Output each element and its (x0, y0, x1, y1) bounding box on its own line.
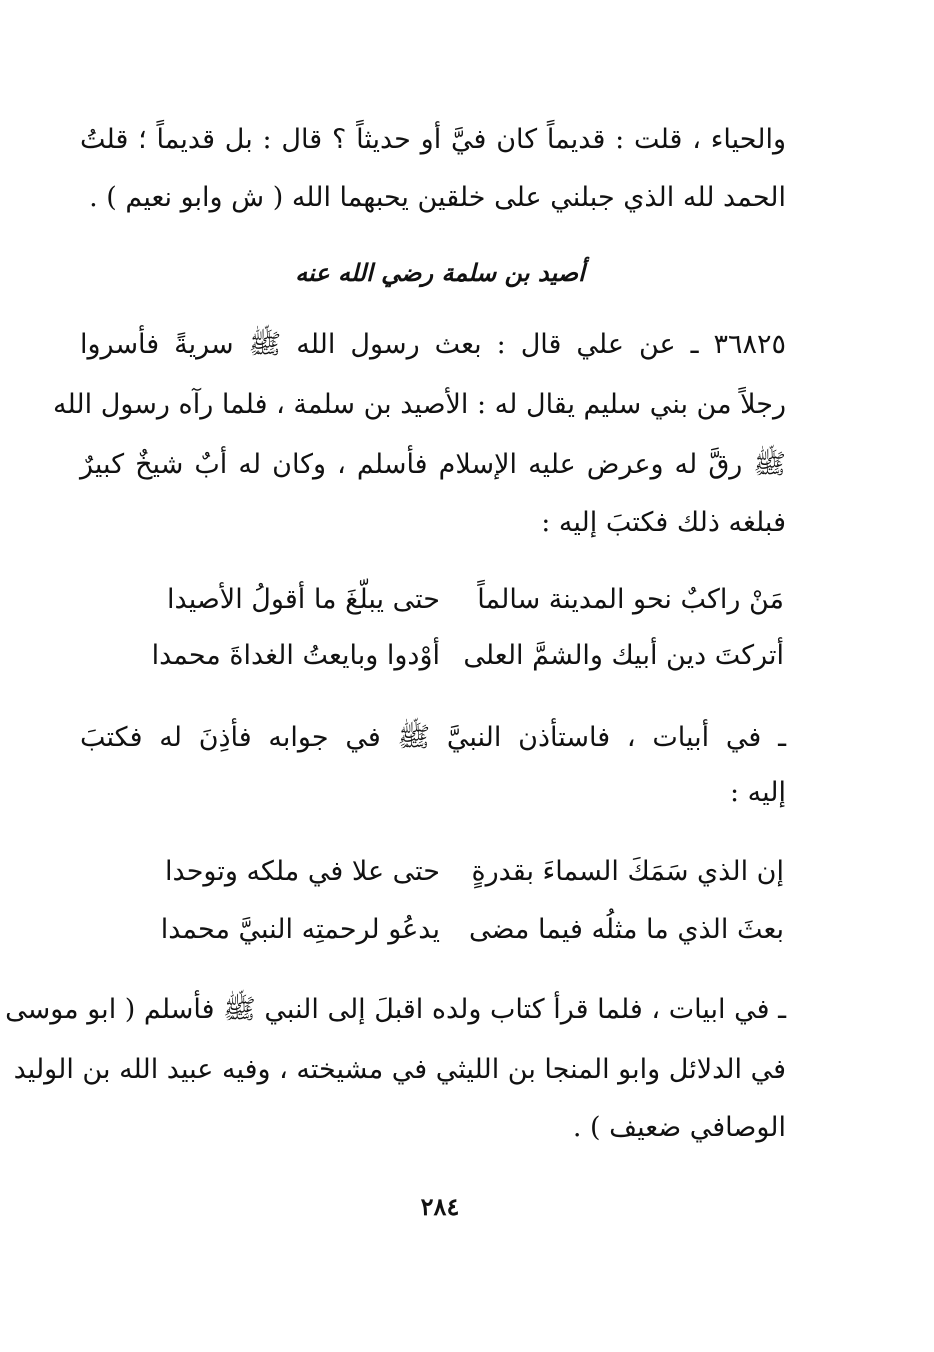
text-line-8: إليه : (729, 777, 786, 808)
text-line-1: والحياء ، قلت : قديماً كان فيَّ أو حديثاً ؟ قال : بل قديماً ؛ قلتُ (80, 124, 786, 155)
text-line-3: ٣٦٨٢٥ ـ عن علي قال : بعث رسول الله ﷺ سريةً فأسروا (80, 329, 786, 360)
verse-1-left: حتى يبلّغَ ما أقولُ الأصيدا (167, 584, 440, 615)
text-line-9: ـ في ابيات ، فلما قرأ كتاب ولده اقبلَ إلى النبي ﷺ فأسلم ( ابو موسى (5, 994, 786, 1025)
verse-4-right: بعثَ الذي ما مثلُه فيما مضى (469, 914, 784, 945)
verse-2-right: أتركتَ دين أبيك والشمَّ العلى (463, 640, 784, 671)
page-number: ٢٨٤ (420, 1192, 460, 1221)
text-line-2: الحمد لله الذي جبلني على خلقين يحبهما الله ( ش وابو نعيم ) . (89, 182, 786, 213)
verse-4-left: يدعُو لرحمتِه النبيَّ محمدا (160, 914, 440, 945)
text-line-11: الوصافي ضعيف ) . (572, 1112, 786, 1143)
text-line-10: في الدلائل وابو المنجا بن الليثي في مشيخته ، وفيه عبيد الله بن الوليد (13, 1054, 786, 1085)
text-line-7: ـ في أبيات ، فاستأذن النبيَّ ﷺ في جوابه فأذِنَ له فكتبَ (80, 722, 786, 753)
verse-1-right: مَنْ راكبٌ نحو المدينة سالماً (477, 584, 784, 615)
text-line-4: رجلاً من بني سليم يقال له : الأصيد بن سلمة ، فلما رآه رسول الله (53, 389, 786, 420)
verse-3-left: حتى علا في ملكه وتوحدا (165, 856, 440, 887)
verse-3-right: إن الذي سَمَكَ السماءَ بقدرةٍ (471, 856, 784, 887)
text-line-6: فبلغه ذلك فكتبَ إليه : (541, 507, 786, 538)
section-heading: أصيد بن سلمة رضي الله عنه (295, 258, 585, 287)
text-line-5: ﷺ رقَّ له وعرض عليه الإسلام فأسلم ، وكان له أبٌ شيخٌ كبيرٌ (80, 449, 786, 480)
verse-2-left: أوْدوا وبايعتُ الغداةَ محمدا (151, 640, 440, 671)
